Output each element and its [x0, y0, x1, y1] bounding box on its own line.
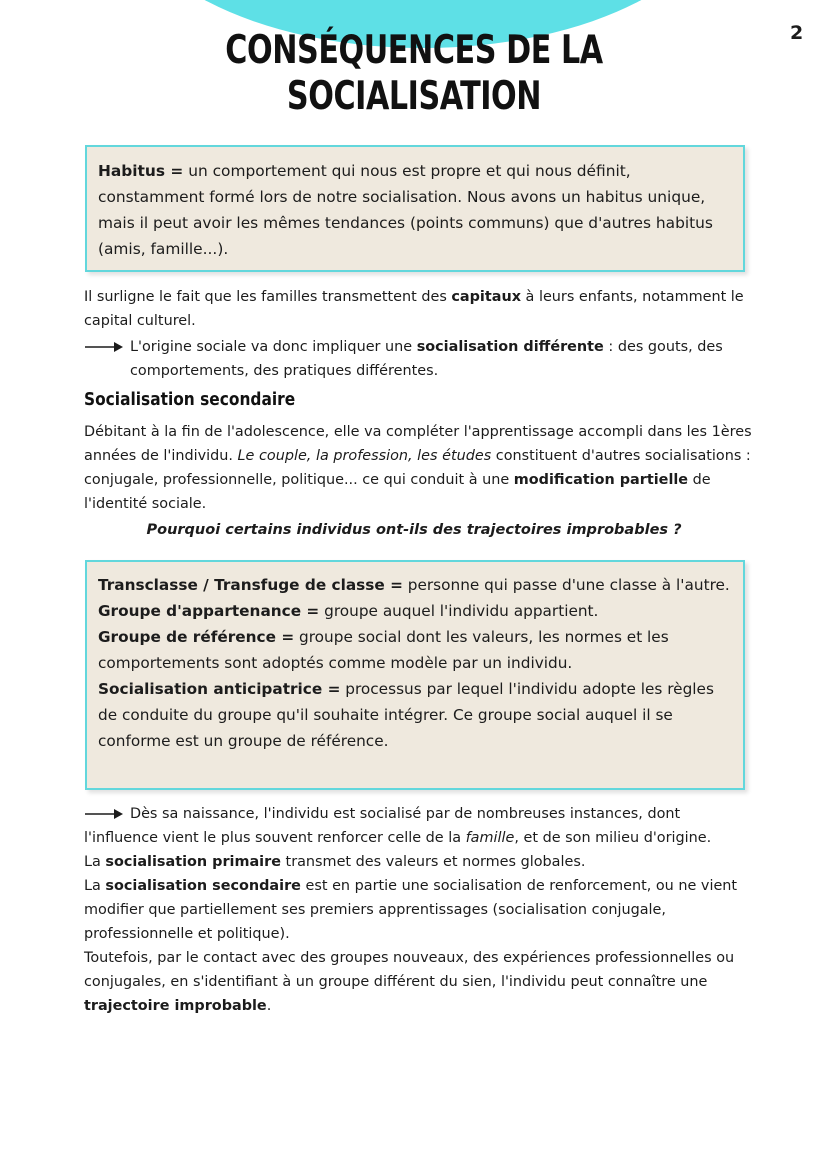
conclusion-text: transmet des valeurs et normes globales.: [280, 854, 586, 870]
definition-text: personne qui passe d'une classe à l'autre.: [402, 576, 730, 594]
page-title: [58, 28, 770, 120]
page-number: 2: [790, 22, 804, 44]
definition-groupe-appartenance: [98, 598, 733, 624]
conclusion-section: [84, 802, 754, 1018]
conclusion-text: Dès sa naissance, l'individu est socialisé par de nombreuses instances, dont l'influence vient le plus souvent renforcer celle de la: [84, 806, 681, 846]
definition-text: processus par lequel l'individu adopte les règles de conduite du groupe qu'il souhaite intégrer. Ce groupe social auquel il se conforme est un groupe de référence.: [98, 680, 714, 750]
conclusion-bold: socialisation secondaire: [105, 878, 301, 894]
habitus-definition-box: [85, 145, 745, 272]
conclusion-text: La: [84, 854, 106, 870]
arrow-right-icon: [84, 335, 124, 359]
conclusion-text: est en partie une socialisation de renforcement, ou ne vient modifier que partiellement ses premiers apprentissages (socialisation conjugale, professionnelle et politique).: [84, 878, 738, 942]
conclusion-text: La: [84, 878, 106, 894]
secondary-text-2: constituent d'autres socialisations : conjugale, professionnelle, politique... ce qui conduit à une: [84, 448, 751, 488]
origin-paragraph: [84, 335, 800, 383]
definition-term: Transclasse / Transfuge de classe =: [98, 576, 403, 594]
definition-text: groupe auquel l'individu appartient.: [319, 602, 599, 620]
secondary-bold: modification partielle: [513, 472, 689, 488]
conclusion-paragraph-3: [84, 874, 754, 946]
habitus-text: un comportement qui nous est propre et qui nous définit, constamment formé lors de notre socialisation. Nous avons un habitus unique, mais il peut avoir les mêmes tendances (points communs) que d'autres habitus (amis, famille...).: [98, 162, 713, 258]
capital-bold: capitaux: [451, 289, 521, 305]
conclusion-paragraph-1: [84, 802, 754, 850]
secondary-text-1: Débitant à la fin de l'adolescence, elle va compléter l'apprentissage accompli dans les 1ères années de l'individu.: [84, 424, 752, 464]
habitus-definition: [98, 158, 733, 262]
conclusion-bold: socialisation primaire: [105, 854, 281, 870]
definition-term: Socialisation anticipatrice =: [98, 680, 341, 698]
secondary-text-3: de l'identité sociale.: [84, 472, 711, 512]
definition-text: groupe social dont les valeurs, les normes et les comportements sont adoptés comme modèle par un individu.: [98, 628, 669, 672]
origin-bold: socialisation différente: [416, 339, 604, 355]
question-heading: Pourquoi certains individus ont-ils des trajectoires improbables ?: [146, 522, 682, 538]
capital-paragraph: [84, 285, 754, 333]
definition-socialisation-anticipatrice: [98, 676, 733, 754]
definition-term: Groupe d'appartenance =: [98, 602, 320, 620]
capital-text-1: Il surligne le fait que les familles transmettent des: [84, 289, 452, 305]
section-heading-secondary: Socialisation secondaire: [84, 390, 296, 410]
page-title-line-2: SOCIALISATION: [286, 74, 542, 119]
conclusion-italic: famille: [465, 830, 515, 846]
conclusion-text: .: [266, 998, 272, 1014]
conclusion-text: Toutefois, par le contact avec des groupes nouveaux, des expériences professionnelles ou conjugales, en s'identifiant à un groupe différent du sien, l'individu peut connaître une: [84, 950, 735, 990]
origin-text-1: L'origine sociale va donc impliquer une: [130, 339, 417, 355]
definition-transclasse: [98, 572, 733, 598]
definition-term: Groupe de référence =: [98, 628, 295, 646]
arrow-right-icon: [84, 802, 124, 826]
secondary-italic: Le couple, la profession, les études: [237, 448, 492, 464]
definition-groupe-reference: [98, 624, 733, 676]
secondary-paragraph: [84, 420, 754, 516]
habitus-term: Habitus =: [98, 162, 184, 180]
definitions-box: [85, 560, 745, 790]
conclusion-text: , et de son milieu d'origine.: [514, 830, 712, 846]
origin-text-2: : des gouts, des comportements, des pratiques différentes.: [130, 339, 723, 379]
page-title-line-1: CONSÉQUENCES DE LA: [225, 28, 603, 73]
capital-text-2: à leurs enfants, notamment le capital culturel.: [84, 289, 744, 329]
conclusion-paragraph-2: [84, 850, 754, 874]
conclusion-paragraph-4: [84, 946, 754, 1018]
conclusion-bold: trajectoire improbable: [84, 998, 267, 1014]
